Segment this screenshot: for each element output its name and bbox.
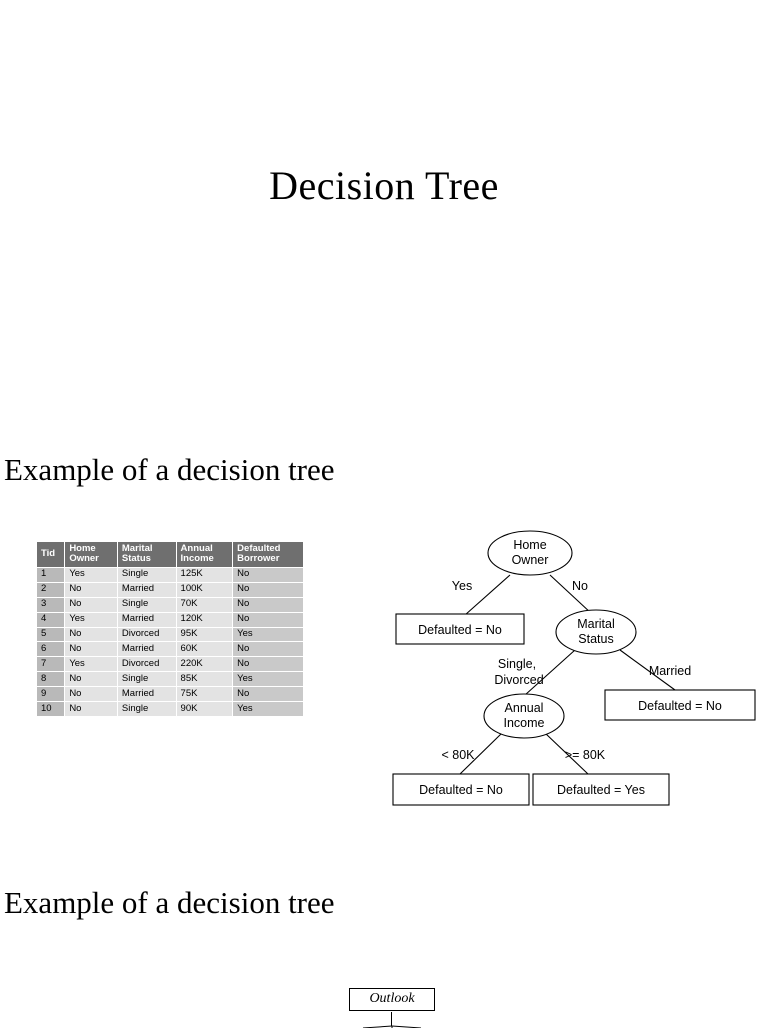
- cell-home-owner: No: [65, 687, 118, 702]
- cell-defaulted: No: [233, 642, 304, 657]
- cell-tid: 5: [37, 627, 65, 642]
- node-annual-income-label-l2: Income: [503, 716, 545, 730]
- node-marital-status-label-l2: Status: [578, 632, 614, 646]
- cell-defaulted: No: [233, 582, 304, 597]
- table-row: [37, 597, 304, 612]
- table-row: [37, 567, 304, 582]
- column-header-annual-income: [176, 542, 233, 568]
- node-home-owner-label-l2: Owner: [511, 553, 549, 567]
- table-row: [37, 672, 304, 687]
- edge-label-income-lt: < 80K: [441, 748, 475, 762]
- cell-tid: 9: [37, 687, 65, 702]
- cell-annual-income: 95K: [176, 627, 233, 642]
- node-outlook: Outlook: [349, 988, 435, 1011]
- cell-marital-status: Single: [117, 702, 176, 717]
- cell-tid: 7: [37, 657, 65, 672]
- column-header-marital-status-l2: Status: [121, 553, 151, 565]
- cell-annual-income: 100K: [176, 582, 233, 597]
- edge-label-single-divorced-l1: Single,: [497, 657, 537, 671]
- cell-marital-status: Single: [117, 567, 176, 582]
- node-leaf-defaulted-yes-high-income-label: Defaulted = Yes: [557, 783, 645, 797]
- table-row: [37, 657, 304, 672]
- node-home-owner-label-l1: Home: [513, 538, 547, 552]
- column-header-defaulted-l1: Defaulted: [237, 543, 281, 554]
- cell-annual-income: 70K: [176, 597, 233, 612]
- cell-annual-income: 60K: [176, 642, 233, 657]
- cell-tid: 2: [37, 582, 65, 597]
- cell-defaulted: No: [233, 687, 304, 702]
- cell-home-owner: Yes: [65, 612, 118, 627]
- edge-label-yes: Yes: [451, 579, 473, 593]
- bottom-decision-tree: [349, 988, 435, 1011]
- column-header-home-owner: [65, 542, 118, 568]
- cell-marital-status: Married: [117, 642, 176, 657]
- table-row: [37, 627, 304, 642]
- column-header-home-owner-l2: Owner: [69, 553, 99, 565]
- table-row: [37, 642, 304, 657]
- cell-tid: 10: [37, 702, 65, 717]
- edge-label-no: No: [572, 579, 588, 593]
- node-marital-status-label-l1: Marital: [577, 617, 615, 631]
- cell-home-owner: No: [65, 582, 118, 597]
- cell-tid: 4: [37, 612, 65, 627]
- cell-annual-income: 90K: [176, 702, 233, 717]
- column-header-home-owner-l1: Home: [69, 543, 96, 554]
- cell-annual-income: 120K: [176, 612, 233, 627]
- table-row: [37, 702, 304, 717]
- cell-marital-status: Married: [117, 612, 176, 627]
- table-header-row: [37, 542, 304, 568]
- column-header-tid: Tid: [37, 542, 65, 568]
- cell-marital-status: Divorced: [117, 627, 176, 642]
- outlook-branch-arrows: [349, 1016, 435, 1028]
- edge-label-single-divorced-l2: Divorced: [494, 673, 544, 687]
- cell-home-owner: No: [65, 702, 118, 717]
- cell-home-owner: No: [65, 597, 118, 612]
- section-heading-example-2: Example of a decision tree: [4, 885, 335, 920]
- training-data-table: [36, 541, 304, 717]
- cell-home-owner: No: [65, 642, 118, 657]
- column-header-annual-income-l1: Annual: [180, 543, 213, 554]
- table-row: [37, 582, 304, 597]
- cell-tid: 3: [37, 597, 65, 612]
- cell-marital-status: Single: [117, 672, 176, 687]
- cell-annual-income: 85K: [176, 672, 233, 687]
- cell-tid: 1: [37, 567, 65, 582]
- cell-tid: 8: [37, 672, 65, 687]
- cell-defaulted: No: [233, 567, 304, 582]
- cell-annual-income: 75K: [176, 687, 233, 702]
- node-leaf-defaulted-no-low-income-label: Defaulted = No: [419, 783, 503, 797]
- cell-home-owner: Yes: [65, 567, 118, 582]
- column-header-defaulted-borrower: [233, 542, 304, 568]
- section-heading-example-1: Example of a decision tree: [4, 452, 335, 487]
- cell-marital-status: Married: [117, 582, 176, 597]
- table-row: [37, 612, 304, 627]
- cell-marital-status: Married: [117, 687, 176, 702]
- edge-label-married: Married: [648, 664, 692, 678]
- decision-tree-diagram: [380, 520, 768, 830]
- cell-defaulted: Yes: [233, 702, 304, 717]
- node-annual-income-label-l1: Annual: [504, 701, 544, 715]
- column-header-defaulted-l2: Borrower: [237, 553, 280, 565]
- node-leaf-defaulted-no-left-label: Defaulted = No: [418, 623, 502, 637]
- page-title: Decision Tree: [269, 163, 499, 208]
- cell-home-owner: No: [65, 672, 118, 687]
- cell-defaulted: No: [233, 657, 304, 672]
- cell-defaulted: No: [233, 612, 304, 627]
- cell-home-owner: Yes: [65, 657, 118, 672]
- cell-marital-status: Divorced: [117, 657, 176, 672]
- cell-annual-income: 125K: [176, 567, 233, 582]
- node-leaf-defaulted-no-married-label: Defaulted = No: [638, 699, 722, 713]
- cell-defaulted: Yes: [233, 627, 304, 642]
- column-header-marital-status-l1: Marital: [121, 543, 153, 554]
- table-row: [37, 687, 304, 702]
- column-header-annual-income-l2: Income: [180, 553, 214, 565]
- cell-annual-income: 220K: [176, 657, 233, 672]
- column-header-marital-status: [117, 542, 176, 568]
- cell-defaulted: Yes: [233, 672, 304, 687]
- cell-tid: 6: [37, 642, 65, 657]
- cell-defaulted: No: [233, 597, 304, 612]
- edge-label-income-gte: >= 80K: [564, 748, 606, 762]
- cell-marital-status: Single: [117, 597, 176, 612]
- cell-home-owner: No: [65, 627, 118, 642]
